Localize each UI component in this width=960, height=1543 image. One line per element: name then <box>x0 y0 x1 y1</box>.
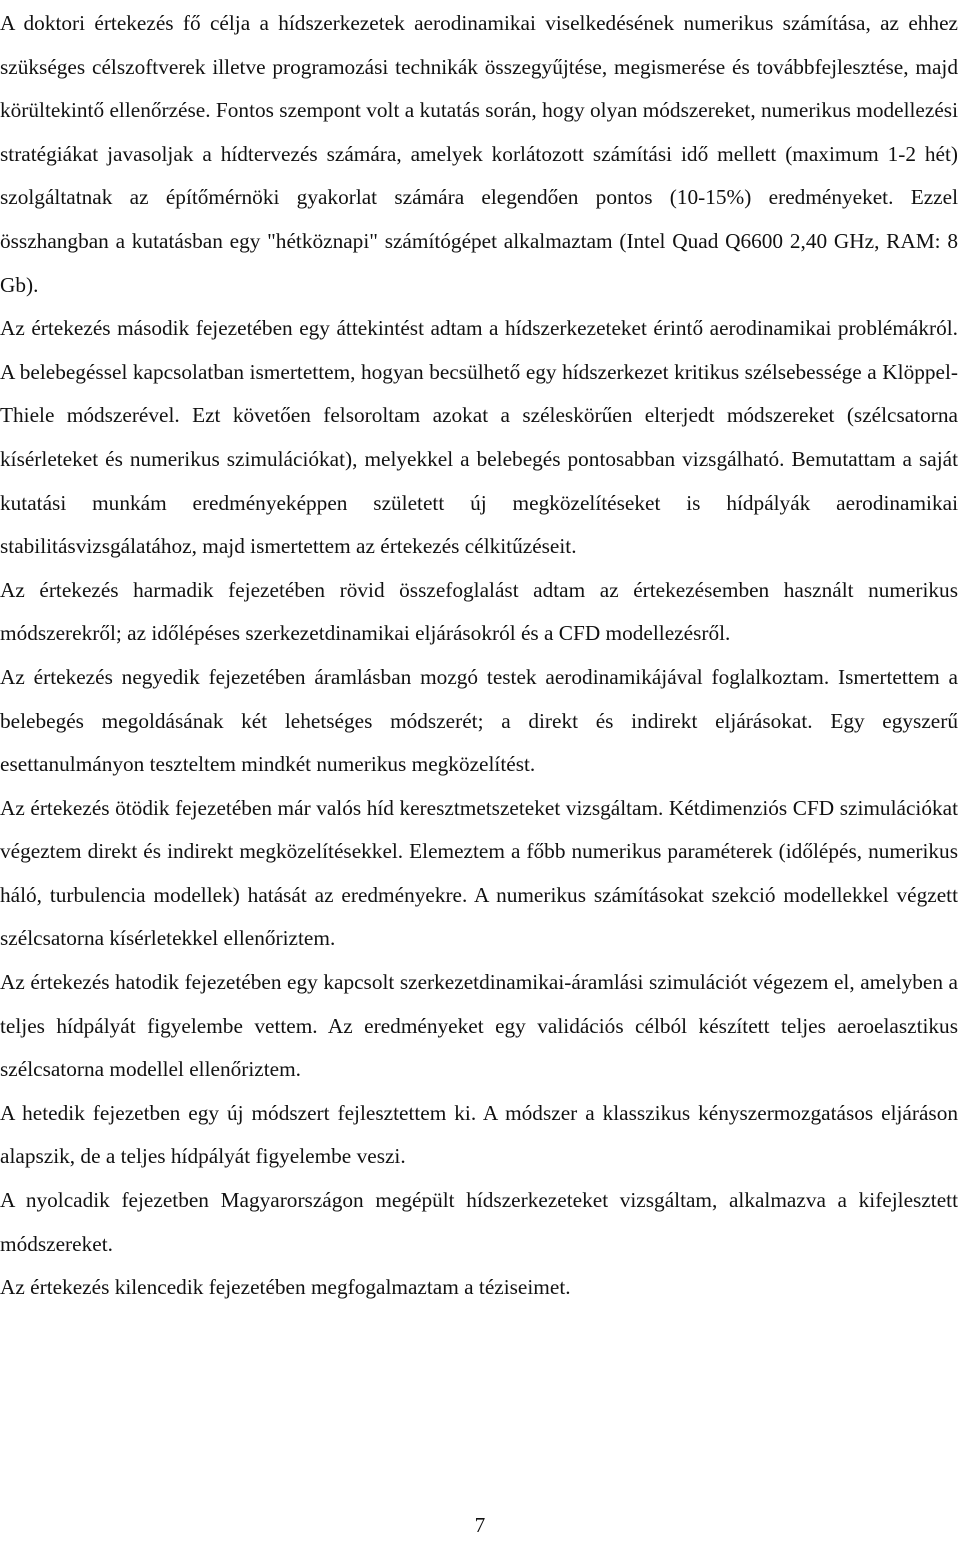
paragraph-chapter-7: A hetedik fejezetben egy új módszert fejlesztettem ki. A módszer a klasszikus kényszermozgatásos eljáráson alapszik, de a teljes hídpályát figyelembe veszi. <box>0 1100 958 1169</box>
paragraph-chapter-4: Az értekezés negyedik fejezetében áramlásban mozgó testek aerodinamikájával foglalkoztam. Ismertettem a belebegés megoldásának két lehetséges módszerét; a direkt és indirekt eljárásokat. Egy egyszerű esettanulmányon teszteltem mindkét numerikus megközelítést. <box>0 664 958 777</box>
paragraph-chapter-9: Az értekezés kilencedik fejezetében megfogalmaztam a téziseimet. <box>0 1275 571 1300</box>
page-number: 7 <box>474 1513 486 1537</box>
paragraph-aim: A doktori értekezés fő célja a hídszerkezetek aerodinamikai viselkedésének numerikus számítása, az ehhez szükséges célszoftverek illetve programozási technikák összegyűjtése, megismerése és továbbfejlesztése, majd körültekintő ellenőrzése. Fontos szempont volt a kutatás során, hogy olyan módszereket, numerikus modellezési stratégiákat javasoljak a hídtervezés számára, amelyek korlátozott számítási idő mellett (maximum 1-2 hét) szolgáltatnak az építőmérnöki gyakorlat számára elegendően pontos (10-15%) eredményeket. Ezzel összhangban a kutatásban egy "hétköznapi" számítógépet alkalmaztam (Intel Quad Q6600 2,40 GHz, RAM: 8 Gb). <box>0 11 958 297</box>
paragraph-chapter-6: Az értekezés hatodik fejezetében egy kapcsolt szerkezetdinamikai-áramlási szimulációt végezem el, amelyben a teljes hídpályát figyelembe vettem. Az eredményeket egy validációs célból készített teljes aeroelasztikus szélcsatorna modellel ellenőriztem. <box>0 970 958 1082</box>
paragraph-chapter-2: Az értekezés második fejezetében egy áttekintést adtam a hídszerkezeteket érintő aerodinamikai problémákról. A belebegéssel kapcsolatban ismertettem, hogyan becsülhető egy hídszerkezet kritikus szélsebessége a Klöppel-Thiele módszerével. Ezt követően felsoroltam azokat a széleskörűen elterjedt módszereket (szélcsatorna kísérleteket és numerikus szimulációkat), melyekkel a belebegés pontosabban vizsgálható. Bemutattam a saját kutatási munkám eredményeképpen született új megközelítéseket is hídpályák aerodinamikai stabilitásvizsgálatához, majd ismertettem az értekezés célkitűzéseit. <box>0 316 958 559</box>
paragraph-chapter-3: Az értekezés harmadik fejezetében rövid összefoglalást adtam az értekezésemben használt numerikus módszerekről; az időlépéses szerkezetdinamikai eljárásokról és a CFD modellezésről. <box>0 577 958 646</box>
paragraph-chapter-5: Az értekezés ötödik fejezetében már valós híd keresztmetszeteket vizsgáltam. Kétdimenziós CFD szimulációkat végeztem direkt és indirekt megközelítésekkel. Elemeztem a főbb numerikus paraméterek (időlépés, numerikus háló, turbulencia modellek) hatását az eredményekre. A numerikus számításokat szekció modellekkel végzett szélcsatorna kísérletekkel ellenőriztem. <box>0 795 958 951</box>
paragraph-chapter-8: A nyolcadik fejezetben Magyarországon megépült hídszerkezeteket vizsgáltam, alkalmazva a kifejlesztett módszereket. <box>0 1188 958 1256</box>
body-text <box>0 2 958 1310</box>
